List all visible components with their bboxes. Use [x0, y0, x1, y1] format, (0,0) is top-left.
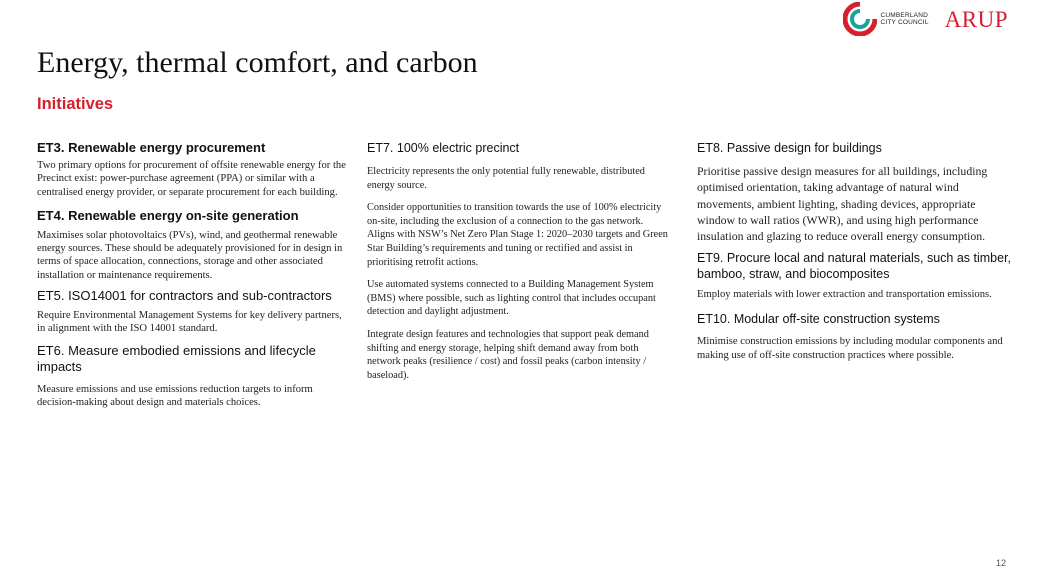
initiative-heading-et3: ET3. Renewable energy procurement	[37, 140, 266, 155]
initiative-body-et7-p1: Electricity represents the only potential fully renewable, distributed energy source.	[367, 166, 645, 191]
council-name-line1: CUMBERLAND	[880, 11, 928, 19]
initiative-heading-et6: ET6. Measure embodied emissions and lifecycle impacts	[37, 342, 316, 374]
initiative-heading-et8: ET8. Passive design for buildings	[697, 141, 882, 155]
initiative-body-et6: Measure emissions and use emissions reduction targets to inform decision-making about design and materials choices.	[37, 383, 313, 408]
initiative-body-et7-p3: Use automated systems connected to a Building Management System (BMS) where possible, such as lighting control that includes occupant detection and daylight adjustment.	[367, 279, 656, 318]
initiative-body-et5: Require Environmental Management Systems for key delivery partners, in alignment with the ISO 14001 standard.	[37, 310, 342, 335]
initiative-heading-et4: ET4. Renewable energy on-site generation	[37, 207, 299, 223]
initiatives-column-3	[697, 140, 1015, 364]
council-name-line2: CITY COUNCIL	[880, 19, 929, 26]
council-emblem-icon	[843, 2, 877, 36]
header-logos	[843, 2, 1008, 36]
page-title: Energy, thermal comfort, and carbon	[37, 46, 478, 79]
initiative-heading-et7: ET7. 100% electric precinct	[367, 141, 520, 155]
initiative-body-et7-p4: Integrate design features and technologies that support peak demand shifting and energy storage, helping shift demand away from both network peaks (resilience / cost) and fossil peaks (carbon intensity / baseload).	[367, 328, 649, 381]
section-subtitle: Initiatives	[37, 95, 114, 113]
initiative-heading-et10: ET10. Modular off-site construction systems	[697, 311, 940, 326]
cumberland-council-logo	[843, 2, 928, 36]
initiatives-column-2	[367, 140, 670, 382]
initiatives-column-1	[37, 140, 351, 409]
initiative-body-et4: Maximises solar photovoltaics (PVs), wind, and geothermal renewable energy sources. These should be adequately provisioned for in design in terms of space allocation, connections, storage and other associated installation or maintenance requirements.	[37, 229, 343, 281]
initiative-body-et10: Minimise construction emissions by including modular components and making use of off-site construction practices where possible.	[697, 335, 1003, 362]
initiative-heading-et5: ET5. ISO14001 for contractors and sub-contractors	[37, 288, 332, 304]
page-number: 12	[995, 558, 1006, 568]
initiative-body-et8: Prioritise passive design measures for all buildings, including optimised orientation, taking advantage of natural wind movements, ambient lighting, shading devices, appropriate window to wall ratios (WWR), and using high performance insulation and glazing to reduce overall energy consumption.	[697, 164, 988, 244]
initiative-heading-et9: ET9. Procure local and natural materials, such as timber, bamboo, straw, and biocomposites	[697, 251, 1012, 282]
initiative-body-et3: Two primary options for procurement of offsite renewable energy for the Precinct exist: power-purchase agreement (PPA) or similar with a centralised energy provider, or separate procurement for each building.	[37, 160, 346, 198]
initiative-body-et7-p2: Consider opportunities to transition towards the use of 100% electricity on-site, including the exclusion of a connection to the gas network. Aligns with NSW’s Net Zero Plan Stage 1: 2020–2030 targets and Green Star Building’s requirements and tuning or rectified and assist in prioritising retrofit actions.	[367, 202, 668, 268]
initiative-body-et9: Employ materials with lower extraction and transportation emissions.	[697, 289, 992, 301]
arup-logo: ARUP	[944, 6, 1008, 32]
